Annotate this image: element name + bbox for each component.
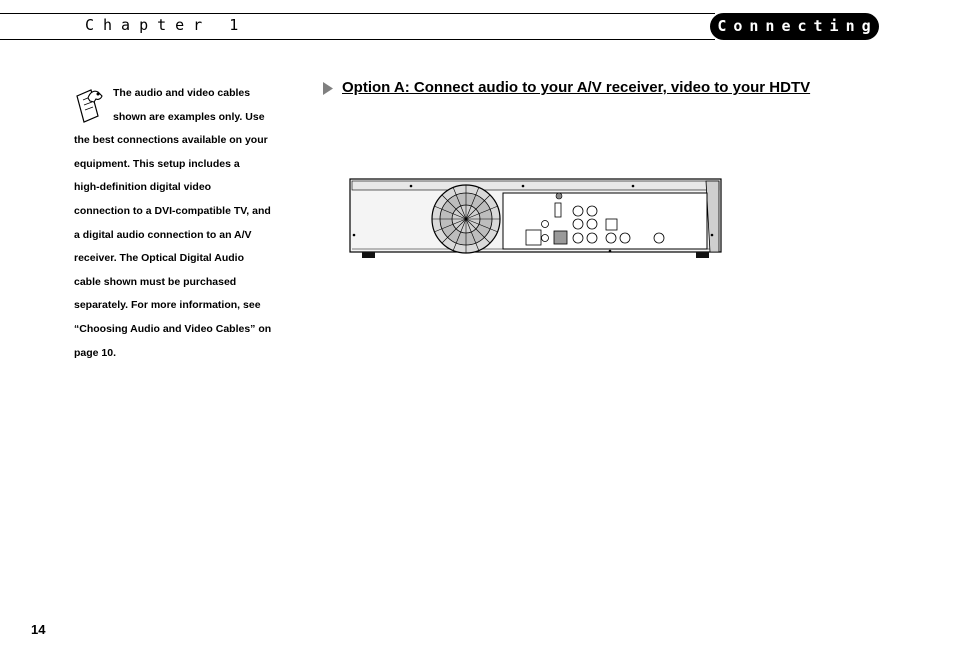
note-line: “Choosing Audio and Video Cables” on bbox=[74, 322, 272, 335]
device-back-panel bbox=[348, 177, 723, 261]
triangle-bullet-icon bbox=[322, 82, 334, 95]
note-line: a digital audio connection to an A/V bbox=[74, 228, 252, 241]
note-line: high-definition digital video bbox=[74, 181, 212, 194]
note-line: the best connections available on your bbox=[74, 134, 268, 147]
chapter-label: Chapter 1 bbox=[85, 16, 248, 34]
note-line: equipment. This setup includes a bbox=[74, 157, 240, 170]
note-line: connection to a DVI-compatible TV, and bbox=[74, 204, 271, 217]
note-line: shown are examples only. Use bbox=[113, 110, 265, 123]
section-tab: Connecting bbox=[710, 13, 879, 40]
note-line: receiver. The Optical Digital Audio bbox=[74, 252, 244, 265]
note-line: The audio and video cables bbox=[113, 87, 251, 99]
margin-note bbox=[74, 82, 279, 365]
header-rule-top bbox=[0, 13, 715, 14]
page-number: 14 bbox=[31, 622, 46, 637]
note-line: page 10. bbox=[74, 346, 117, 359]
header-rule-bottom bbox=[0, 39, 715, 40]
note-line: separately. For more information, see bbox=[74, 299, 261, 312]
note-line: cable shown must be purchased bbox=[74, 275, 237, 288]
heading-text: Option A: Connect audio to your A/V receiver, video to your HDTV bbox=[342, 79, 811, 96]
